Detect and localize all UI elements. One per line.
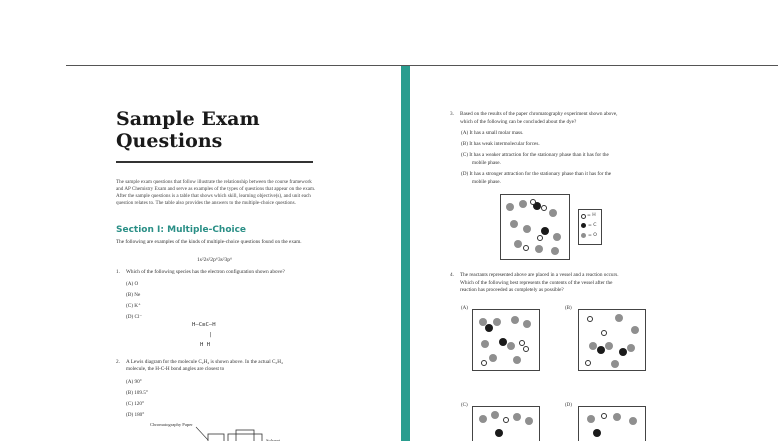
question-4 [450,272,770,296]
molecule-o [525,417,533,425]
molecule-o [535,245,543,253]
question-number: 1. [116,269,120,275]
molecule-o [507,342,515,350]
reactants-diagram [500,194,570,260]
molecule-h [587,316,593,322]
molecule-o [627,344,635,352]
section-heading: Section I: Multiple-Choice [116,225,247,235]
page-title [116,108,336,152]
answer-diagram-b [578,309,646,371]
option-b: (B) 109.5° [126,390,148,396]
question-2 [116,359,376,375]
title-line-2: Questions [116,130,223,152]
molecule-o [589,342,597,350]
lewis-structure-bond: | [209,332,213,338]
left-page [66,66,401,441]
electron-configuration: 1s²2s²2p⁶3s²3p⁶ [197,257,233,263]
option-d-cont: mobile phase. [472,179,501,185]
molecule-h [537,235,543,241]
question-text-line-2: molecule, the H-C-H bond angles are closest to [126,366,225,372]
molecule-o [479,415,487,423]
molecule-o [506,203,514,211]
option-a-label: (A) [461,306,468,311]
molecule-c [485,324,493,332]
molecule-c [597,346,605,354]
option-d-label: (D) [565,403,572,408]
answer-diagram-a [472,309,540,371]
molecule-h [541,205,547,211]
section-subtitle: The following are examples of the kinds of multiple-choice questions found on the exam. [116,239,302,245]
legend-label-c: = C [588,223,597,228]
option-a: (A) O [126,281,139,287]
option-c-cont: mobile phase. [472,160,501,166]
molecule-h [523,245,529,251]
molecule-c [499,338,507,346]
molecule-o [611,360,619,368]
molecule-o [551,247,559,255]
book-spine [401,66,410,441]
option-c: (C) K⁺ [126,303,141,309]
option-b: (B) It has weak intermolecular forces. [461,141,540,147]
question-text-line-3: reaction has proceeded as completely as possible? [460,287,564,293]
question-1 [116,269,366,277]
option-a: (A) It has a small molar mass. [461,130,524,136]
chromatography-paper-label: Chromatography Paper [150,422,193,427]
molecule-c [619,348,627,356]
molecule-h [601,330,607,336]
atom-legend [578,209,602,245]
option-d: (D) It has a stronger attraction for the stationary phase than it has for the [461,171,612,177]
option-d: (D) 180° [126,412,145,418]
question-number: 4. [450,272,454,278]
legend-label-o: = O [588,233,597,238]
question-text-line-1: Based on the results of the paper chromatography experiment shown above, [460,111,618,117]
question-3 [450,111,770,127]
question-number: 3. [450,111,454,117]
chromatography-diagram [156,426,306,441]
option-c-label: (C) [461,403,468,408]
molecule-o [493,318,501,326]
option-b-label: (B) [565,306,572,311]
molecule-h [601,413,607,419]
legend-label-h: = H [587,213,596,218]
intro-paragraph: The sample exam questions that follow illustrate the relationship between the course framework and AP Chemistry Exam and serve as examples of the types of questions that appear on the exam. After the sample questions is a table that shows which skill, learning objective(s), and unit each question relates to. The table also provides the answers to the multiple-choice questions. [116,179,316,206]
option-c: (C) 120° [126,401,145,407]
title-rule [116,161,313,163]
molecule-h [503,417,509,423]
lewis-structure-top: H—C≡C—H [192,322,216,328]
molecule-o [513,413,521,421]
molecule-c [541,227,549,235]
molecule-o [549,209,557,217]
carbon-icon [581,223,586,228]
molecule-h [481,360,487,366]
molecule-o [489,354,497,362]
molecule-o [513,356,521,364]
molecule-o [629,417,637,425]
molecule-o [481,340,489,348]
option-c: (C) It has a weaker attraction for the stationary phase than it has for the [461,152,609,158]
molecule-o [605,342,613,350]
solvent-label: Solvent [266,438,281,441]
molecule-o [553,233,561,241]
question-text: Which of the following species has the electron configuration shown above? [126,269,285,275]
molecule-h [585,360,591,366]
option-b: (B) Ne [126,292,141,298]
oxygen-icon [581,233,586,238]
answer-diagram-c [472,406,540,441]
molecule-o [587,415,595,423]
question-text-line-2: Which of the following best represents the contents of the vessel after the [460,279,613,286]
molecule-h [530,199,536,205]
molecule-o [631,326,639,334]
molecule-o [491,411,499,419]
question-text-line-1: The reactants represented above are placed in a vessel and a reaction occurs. [460,272,619,278]
molecule-o [511,316,519,324]
option-a: (A) 90° [126,379,142,385]
answer-diagram-d [578,406,646,441]
option-d: (D) Cl⁻ [126,314,143,320]
molecule-o [523,320,531,328]
molecule-h [519,340,525,346]
molecule-h [523,346,529,352]
lewis-structure-bottom: H H [200,342,211,348]
molecule-o [615,314,623,322]
molecule-o [510,220,518,228]
molecule-o [519,200,527,208]
right-page [410,66,778,441]
molecule-c [593,429,601,437]
question-text-line-1: A Lewis diagram for the molecule C₂H₄ is shown above. In the actual C₂H₄ [126,359,283,365]
title-line-1: Sample Exam [116,108,260,130]
question-number: 2. [116,359,120,365]
question-text-line-2: which of the following can be concluded about the dye? [460,118,577,125]
molecule-c [495,429,503,437]
hydrogen-icon [581,214,586,219]
molecule-o [514,240,522,248]
molecule-o [613,413,621,421]
molecule-o [523,225,531,233]
